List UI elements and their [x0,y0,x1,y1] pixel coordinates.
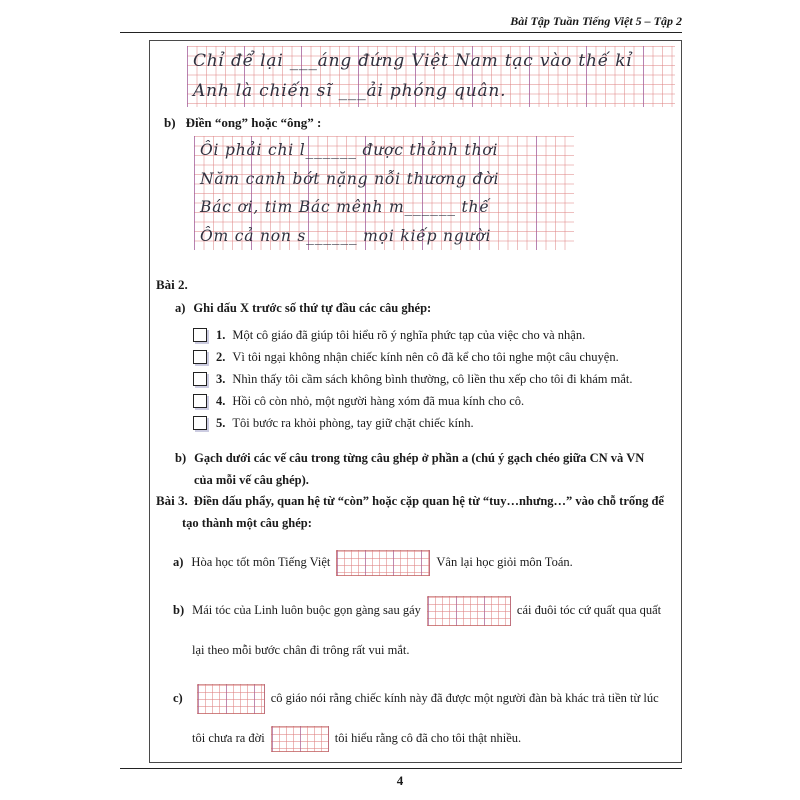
checkbox-4[interactable] [193,394,207,408]
item-b-text-after: cái đuôi tóc cứ quất qua quất lại theo mỗi bước chân đi trông rất vui mắt. [192,603,662,657]
sentence-text: Nhìn thấy tôi cầm sách không bình thường, cô liền thu xếp cho tôi đi khám mắt. [232,371,633,386]
exercise-2b-text: Gạch dưới các vế câu trong từng câu ghép ở phần a (chú ý gạch chéo giữa CN và VN của mỗi vế câu ghép). [194,451,645,487]
sentence-text: Hồi cô còn nhỏ, một người hàng xóm đã mua kính cho cô. [232,393,525,408]
sentence-text: Vì tôi ngại không nhận chiếc kính nên cô đã kể cho tôi nghe một câu chuyện. [232,349,619,364]
sentence-number: 5. [216,415,226,430]
section-b-heading [164,115,321,131]
item-c-label: c) [173,691,183,705]
content-frame [149,40,682,763]
sentence-number: 4. [216,393,226,408]
exercise-3-item-a [173,542,665,582]
item-a-text-before: Hòa học tốt môn Tiếng Việt [191,555,331,569]
footer-rule [120,768,682,769]
cursive-line: Bác ơi, tim Bác mênh m______ thế [200,198,490,216]
section-b-label: b) [164,115,176,130]
handwriting-grid-ong [194,136,574,250]
exercise-2b-label: b) [175,451,187,465]
cursive-line: Anh là chiến sĩ ___ải phóng quân. [193,81,507,101]
checkbox-1[interactable] [193,328,207,342]
checkbox-5[interactable] [193,416,207,430]
exercise-2a-heading [175,301,666,316]
sentence-text: Tôi bước ra khỏi phòng, tay giữ chặt chiếc kính. [232,415,474,430]
answer-box-b[interactable] [427,596,511,626]
sentence-item [193,368,666,390]
sentence-list [193,324,666,434]
handwriting-grid-top [187,46,675,107]
sentence-number: 2. [216,349,226,364]
page-number: 4 [396,773,404,788]
exercise-2b [175,447,653,491]
header-title: Bài Tập Tuần Tiếng Việt 5 – Tập 2 [510,14,682,28]
cursive-line: Năm canh bớt nặng nỗi thương đời [200,169,500,188]
exercise-2a-title: Ghi dấu X trước số thứ tự đầu các câu ghép: [193,301,432,315]
item-a-label: a) [173,555,184,569]
answer-box-c1[interactable] [197,684,265,714]
sentence-item [193,346,666,368]
item-b-label: b) [173,603,185,617]
exercise-3-title: Bài 3. [156,493,188,508]
exercise-2 [156,277,666,491]
exercise-2-title: Bài 2. [156,277,188,292]
cursive-line: Chỉ để lại ___áng đứng Việt Nam tạc vào thế kỉ [193,51,633,71]
answer-box-a[interactable] [336,550,430,576]
item-c-text-middle: cô giáo nói rằng chiếc kính này đã được một người đàn bà khác trả tiền từ lúc tôi chưa ra đời [192,691,659,745]
cursive-line: Ôm cả non s______ mọi kiếp người [200,226,492,245]
sentence-item [193,390,666,412]
exercise-3 [156,490,664,758]
item-a-text-after: Vân lại học giỏi môn Toán. [436,555,573,569]
sentence-number: 3. [216,371,226,386]
header-rule [120,32,682,33]
cursive-line: Ôi phải chi l______ được thảnh thơi [200,141,499,159]
sentence-text: Một cô giáo đã giúp tôi hiểu rõ ý nghĩa phức tạp của việc cho và nhận. [232,327,586,342]
checkbox-3[interactable] [193,372,207,386]
section-b-title: Điền “ong” hoặc “ông” : [185,115,322,130]
sentence-item [193,324,666,346]
exercise-3-heading [156,490,664,534]
exercise-3-item-c [173,678,665,758]
exercise-2a-label: a) [175,301,186,315]
exercise-3-intro: Điền dấu phẩy, quan hệ từ “còn” hoặc cặp quan hệ từ “tuy…nhưng…” vào chỗ trống để tạo thành một câu ghép: [182,494,664,530]
answer-box-c2[interactable] [271,726,329,752]
sentence-item [193,412,666,434]
sentence-number: 1. [216,327,226,342]
exercise-3-item-b [173,590,665,670]
item-b-text-before: Mái tóc của Linh luôn buộc gọn gàng sau gáy [192,603,421,617]
item-c-text-after: tôi hiểu rằng cô đã cho tôi thật nhiều. [334,731,522,745]
checkbox-2[interactable] [193,350,207,364]
